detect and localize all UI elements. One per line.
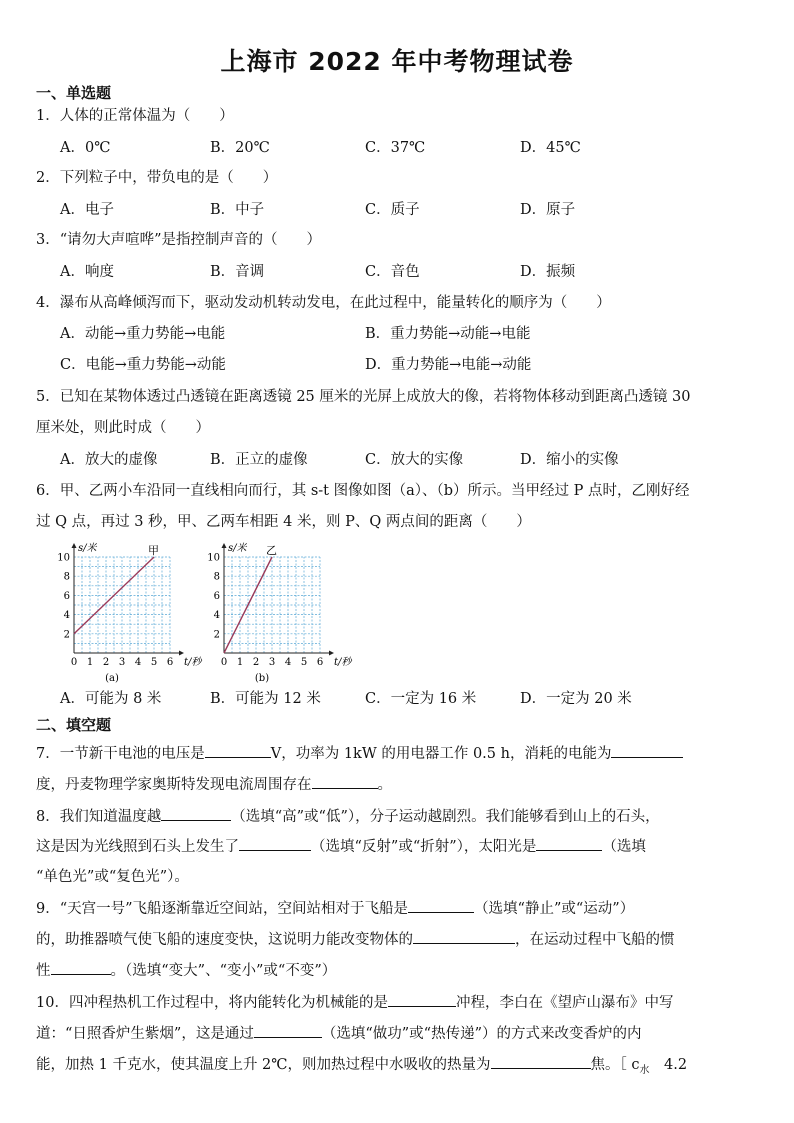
q7-blank-3[interactable]	[312, 774, 378, 789]
q5-option-c: C．放大的实像	[365, 452, 464, 468]
q7-text-2: V，功率为 1kW 的用电器工作 0.5 h，消耗的电能为	[270, 746, 612, 762]
g0-x-tick-label: 1	[86, 657, 94, 668]
g1-y-tick-label: 2	[213, 629, 220, 641]
q4-option-d: D．重力势能→电能→动能	[365, 357, 532, 373]
section-heading-fill-in: 二、填空题	[36, 716, 112, 734]
q10-text-4: （选填“做功”或“热传递”）的方式来改变香炉的内	[321, 1026, 642, 1042]
g1-x-tick-label: 2	[252, 657, 260, 668]
q8-text-5: （选填	[602, 839, 646, 855]
question-10-line-1	[36, 992, 673, 1013]
g1-y-tick-label: 4	[213, 610, 220, 622]
q8-text-3: 这是因为光线照到石头上发生了	[36, 839, 239, 855]
g0-y-tick-label: 2	[63, 629, 70, 641]
q2-option-b: B．中子	[210, 202, 265, 218]
q10-text-5: 能，加热 1 千克水，使其温度上升 2℃，则加热过程中水吸收的热量为	[36, 1057, 491, 1073]
q1-option-d: D．45℃	[520, 140, 581, 156]
g1-x-arrow	[329, 651, 334, 656]
q2-option-c: C．质子	[365, 202, 420, 218]
g1-x-tick-label: 4	[284, 657, 292, 668]
q8-text-1: 8．我们知道温度越	[36, 809, 162, 825]
q1-option-c: C．37℃	[365, 140, 426, 156]
g1-x-tick-label: 0	[220, 657, 228, 668]
q1-option-a: A．0℃	[60, 140, 111, 156]
q5-option-a: A．放大的虚像	[60, 452, 158, 468]
g0-y-axis-label: s/米	[78, 543, 97, 554]
q10-text-7: 4.2	[649, 1057, 688, 1073]
q8-text-4: （选填“反射”或“折射”），太阳光是	[311, 839, 537, 855]
question-3-stem: 3．“请勿大声喧哗”是指控制声音的（ ）	[36, 232, 322, 248]
q7-blank-1[interactable]	[205, 743, 271, 758]
g1-y-axis-label: s/米	[228, 543, 247, 554]
question-9-line-2	[36, 929, 675, 950]
q9-blank-3[interactable]	[51, 960, 111, 975]
g0-x-tick-label: 2	[102, 657, 110, 668]
g0-x-tick-label: 3	[118, 657, 126, 668]
question-6-stem-line-2: 过 Q 点，再过 3 秒，甲、乙两车相距 4 米，则 P、Q 两点间的距离（ ）	[36, 514, 531, 530]
q9-text-3: 的，助推器喷气使飞船的速度变快，这说明力能改变物体的	[36, 932, 413, 948]
q9-text-2: （选填“静止”或“运动”）	[474, 901, 635, 917]
q3-option-b: B．音调	[210, 264, 265, 280]
question-9-line-3	[36, 960, 336, 981]
g0-x-tick-label: 5	[150, 657, 158, 668]
st-graphs-figure	[40, 535, 380, 685]
q9-text-4: ，在运动过程中飞船的惯	[515, 932, 675, 948]
g1-y-tick-label: 10	[207, 552, 220, 564]
question-4-stem: 4．瀑布从高峰倾泻而下，驱动发动机转动发电，在此过程中，能量转化的顺序为（ ）	[36, 295, 611, 311]
question-7-line-2	[36, 774, 392, 795]
q10-text-6: 焦。［ c	[590, 1057, 640, 1073]
g0-y-tick-label: 8	[63, 571, 70, 583]
g0-y-tick-label: 10	[57, 552, 70, 564]
q8-blank-2[interactable]	[239, 836, 311, 851]
q10-text-3: 道：“日照香炉生紫烟”，这是通过	[36, 1026, 254, 1042]
q3-option-c: C．音色	[365, 264, 420, 280]
g0-caption: (a)	[105, 673, 119, 684]
g0-x-tick-label: 4	[134, 657, 142, 668]
q3-option-a: A．响度	[60, 264, 114, 280]
g0-series-label: 甲	[148, 544, 159, 557]
g1-x-tick-label: 3	[268, 657, 276, 668]
q6-option-d: D．一定为 20 米	[520, 691, 632, 707]
q4-option-a: A．动能→重力势能→电能	[60, 326, 226, 342]
q5-option-d: D．缩小的实像	[520, 452, 619, 468]
q6-option-b: B．可能为 12 米	[210, 691, 321, 707]
g1-x-tick-label: 6	[316, 657, 324, 668]
question-10-line-3	[36, 1054, 687, 1081]
q7-text-1: 7．一节新干电池的电压是	[36, 746, 205, 762]
g1-caption: (b)	[254, 673, 270, 684]
question-1-stem: 1．人体的正常体温为（ ）	[36, 108, 234, 124]
q10-blank-1[interactable]	[388, 992, 456, 1007]
q6-option-c: C．一定为 16 米	[365, 691, 477, 707]
question-10-line-2	[36, 1023, 641, 1044]
q10-blank-2[interactable]	[254, 1023, 322, 1038]
g1-series-label: 乙	[266, 544, 277, 557]
g1-y-tick-label: 6	[213, 590, 220, 602]
g0-y-arrow	[72, 543, 77, 548]
question-2-stem: 2．下列粒子中，带负电的是（ ）	[36, 170, 278, 186]
q8-text-2: （选填“高”或“低”），分子运动越剧烈。我们能够看到山上的石头，	[231, 809, 660, 825]
q10-text-1: 10．四冲程热机工作过程中，将内能转化为机械能的是	[36, 995, 388, 1011]
q9-text-6: 。（选填“变大”、“变小”或“不变”）	[110, 963, 337, 979]
q9-blank-2[interactable]	[413, 929, 515, 944]
g1-x-axis-label: t/秒	[334, 657, 352, 668]
q8-blank-1[interactable]	[161, 806, 231, 821]
g1-x-tick-label: 5	[300, 657, 308, 668]
g0-y-tick-label: 6	[63, 590, 70, 602]
g0-y-tick-label: 4	[63, 610, 70, 622]
q8-blank-3[interactable]	[536, 836, 602, 851]
g1-y-tick-label: 8	[213, 571, 220, 583]
q7-text-3: 度，丹麦物理学家奥斯特发现电流周围存在	[36, 777, 312, 793]
q10-blank-3[interactable]	[491, 1054, 591, 1069]
q6-option-a: A．可能为 8 米	[60, 691, 162, 707]
q7-text-4: 。	[377, 777, 392, 793]
question-5-stem-line-2: 厘米处，则此时成（ ）	[36, 420, 210, 436]
question-8-line-3: “单色光”或“复色光”）。	[36, 869, 189, 885]
q4-option-c: C．电能→重力势能→动能	[60, 357, 226, 373]
q4-option-b: B．重力势能→动能→电能	[365, 326, 531, 342]
q9-text-5: 性	[36, 963, 51, 979]
q1-option-b: B．20℃	[210, 140, 270, 156]
question-8-line-2	[36, 836, 646, 857]
q2-option-d: D．原子	[520, 202, 576, 218]
q2-option-a: A．电子	[60, 202, 114, 218]
g1-y-arrow	[222, 543, 227, 548]
g0-x-tick-label: 6	[166, 657, 174, 668]
g0-x-tick-label: 0	[70, 657, 78, 668]
q10-text-2: 冲程，李白在《望庐山瀑布》中写	[455, 995, 674, 1011]
question-6-stem-line-1: 6．甲、乙两小车沿同一直线相向而行，其 s-t 图像如图（a）、（b）所示。当甲经过 P 点时，乙刚好经	[36, 483, 690, 499]
question-7-line-1	[36, 743, 683, 764]
q9-text-1: 9．“天宫一号”飞船逐渐靠近空间站，空间站相对于飞船是	[36, 901, 409, 917]
question-9-line-1	[36, 898, 634, 919]
q5-option-b: B．正立的虚像	[210, 452, 308, 468]
g0-x-arrow	[179, 651, 184, 656]
g1-x-tick-label: 1	[236, 657, 244, 668]
g0-x-axis-label: t/秒	[184, 657, 202, 668]
question-5-stem-line-1: 5．已知在某物体透过凸透镜在距离透镜 25 厘米的光屏上成放大的像，若将物体移动到距离凸透镜 30	[36, 389, 691, 405]
q7-blank-2[interactable]	[611, 743, 683, 758]
q3-option-d: D．振频	[520, 264, 576, 280]
exam-title: 上海市 2022 年中考物理试卷	[220, 47, 574, 76]
q9-blank-1[interactable]	[408, 898, 474, 913]
section-heading-single-choice: 一、单选题	[36, 84, 112, 102]
q10-subscript-water: 水	[639, 1064, 650, 1076]
question-8-line-1	[36, 806, 660, 827]
